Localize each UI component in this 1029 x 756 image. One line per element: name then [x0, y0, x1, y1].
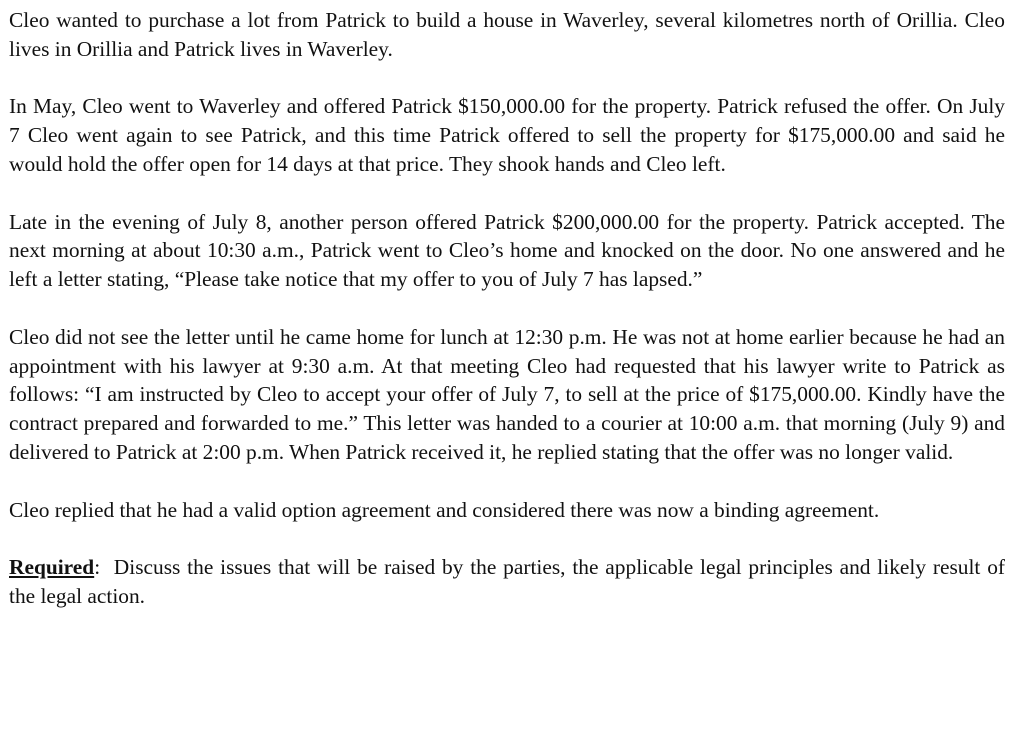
paragraph-revocation: Late in the evening of July 8, another person offered Patrick $200,000.00 for the property. Patrick accepted. The next morning at about 10:30 a.m., Patrick went to Cleo’s home and knocked on the door. No one answered and he left a letter stating, “Please take notice that my offer to you of July 7 has lapsed.” [9, 209, 1005, 292]
paragraph-acceptance: Cleo did not see the letter until he came home for lunch at 12:30 p.m. He was not at home earlier because he had an appointment with his lawyer at 9:30 a.m. At that meeting Cleo had requested that his lawyer write to Patrick as follows: “I am instructed by Cleo to accept your offer of July 7, to sell at the price of $175,000.00. Kindly have the contract prepared and forwarded to me.” This letter was handed to a courier at 10:00 a.m. that morning (July 9) and delivered to Patrick at 2:00 p.m. When Patrick received it, he replied stating that the offer was no longer valid. [9, 324, 1005, 464]
required-separator: : [94, 555, 114, 580]
paragraph-offer: In May, Cleo went to Waverley and offered Patrick $150,000.00 for the property. Patrick refused the offer. On July 7 Cleo went again to see Patrick, and this time Patrick offered to sell the property for $175,000.00 and said he would hold the offer open for 14 days at that price. They shook hands and Cleo left. [9, 94, 1005, 176]
paragraph-required [9, 553, 1005, 611]
required-text: Discuss the issues that will be raised by the parties, the applicable legal principles and likely result of the legal action. [9, 555, 1006, 608]
required-label: Required [9, 555, 95, 580]
paragraph-background: Cleo wanted to purchase a lot from Patrick to build a house in Waverley, several kilometres north of Orillia. Cleo lives in Orillia and Patrick lives in Waverley. [9, 8, 1005, 61]
document-page [9, 6, 1005, 611]
paragraph-option-claim: Cleo replied that he had a valid option agreement and considered there was now a binding agreement. [9, 497, 880, 522]
